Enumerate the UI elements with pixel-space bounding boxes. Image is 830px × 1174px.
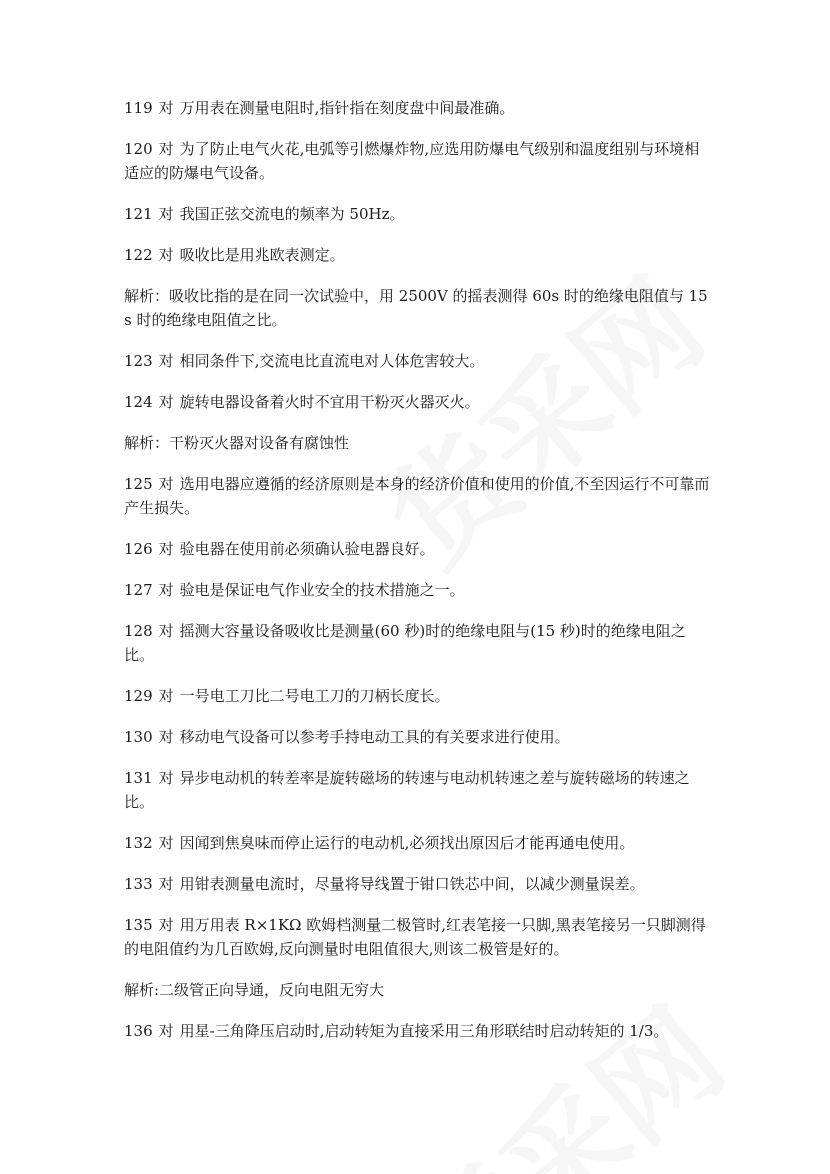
explanation-note <box>124 978 714 1002</box>
question-text: 用万用表 R×1KΩ 欧姆档测量二极管时,红表笔接一只脚,黑表笔接另一只脚测得的电阻值约为几百欧姆,反向测量时电阻值很大,则该二极管是好的。 <box>124 916 706 958</box>
answer-mark: 对 <box>158 875 174 893</box>
answer-mark: 对 <box>158 393 174 411</box>
question-item <box>124 390 714 414</box>
answer-mark: 对 <box>158 687 174 705</box>
question-item <box>124 619 714 667</box>
question-text: 一号电工刀比二号电工刀的刀柄长度长。 <box>179 687 450 705</box>
question-number: 133 <box>124 875 153 893</box>
question-text: 因闻到焦臭味而停止运行的电动机,必须找出原因后才能再通电使用。 <box>179 834 635 852</box>
question-number: 130 <box>124 728 153 746</box>
question-text: 相同条件下,交流电比直流电对人体危害较大。 <box>179 352 485 370</box>
explanation-note <box>124 284 714 332</box>
question-text: 摇测大容量设备吸收比是测量(60 秒)时的绝缘电阻与(15 秒)时的绝缘电阻之比。 <box>124 622 686 664</box>
question-text: 万用表在测量电阻时,指针指在刻度盘中间最准确。 <box>179 99 515 117</box>
answer-mark: 对 <box>158 99 174 117</box>
document-body <box>124 96 714 1060</box>
question-number: 136 <box>124 1022 153 1040</box>
question-number: 127 <box>124 581 153 599</box>
explanation-text: 解析：干粉灭火器对设备有腐蚀性 <box>124 434 350 452</box>
answer-mark: 对 <box>158 622 174 640</box>
answer-mark: 对 <box>158 1022 174 1040</box>
question-item <box>124 537 714 561</box>
question-number: 125 <box>124 475 153 493</box>
question-text: 选用电器应遵循的经济原则是本身的经济价值和使用的价值,不至因运行不可靠而产生损失。 <box>124 475 710 517</box>
answer-mark: 对 <box>158 916 174 934</box>
question-text: 验电是保证电气作业安全的技术措施之一。 <box>179 581 465 599</box>
question-text: 我国正弦交流电的频率为 50Hz。 <box>179 205 405 223</box>
question-number: 120 <box>124 140 153 158</box>
question-text: 为了防止电气火花,电弧等引燃爆炸物,应选用防爆电气级别和温度组别与环境相适应的防爆电气设备。 <box>124 140 700 182</box>
question-item <box>124 578 714 602</box>
question-number: 126 <box>124 540 153 558</box>
answer-mark: 对 <box>158 728 174 746</box>
question-text: 异步电动机的转差率是旋转磁场的转速与电动机转速之差与旋转磁场的转速之比。 <box>124 769 690 811</box>
answer-mark: 对 <box>158 352 174 370</box>
question-number: 132 <box>124 834 153 852</box>
question-item <box>124 831 714 855</box>
answer-mark: 对 <box>158 540 174 558</box>
explanation-note <box>124 431 714 455</box>
question-number: 124 <box>124 393 153 411</box>
explanation-text: 解析：吸收比指的是在同一次试验中，用 2500V 的摇表测得 60s 时的绝缘电阻值与 15s 时的绝缘电阻值之比。 <box>124 287 708 329</box>
question-item <box>124 202 714 226</box>
question-item <box>124 137 714 185</box>
question-text: 移动电气设备可以参考手持电动工具的有关要求进行使用。 <box>179 728 570 746</box>
answer-mark: 对 <box>158 475 174 493</box>
answer-mark: 对 <box>158 769 174 787</box>
answer-mark: 对 <box>158 581 174 599</box>
question-item <box>124 349 714 373</box>
question-item <box>124 472 714 520</box>
answer-mark: 对 <box>158 834 174 852</box>
question-number: 129 <box>124 687 153 705</box>
question-number: 128 <box>124 622 153 640</box>
answer-mark: 对 <box>158 140 174 158</box>
question-text: 用钳表测量电流时，尽量将导线置于钳口铁芯中间，以减少测量误差。 <box>179 875 645 893</box>
question-item <box>124 766 714 814</box>
question-item <box>124 243 714 267</box>
question-text: 用星-三角降压启动时,启动转矩为直接采用三角形联结时启动转矩的 1/3。 <box>179 1022 669 1040</box>
question-number: 135 <box>124 916 153 934</box>
question-number: 119 <box>124 99 153 117</box>
question-item <box>124 1019 714 1043</box>
question-item <box>124 913 714 961</box>
answer-mark: 对 <box>158 246 174 264</box>
question-text: 吸收比是用兆欧表测定。 <box>179 246 345 264</box>
question-item <box>124 872 714 896</box>
question-number: 123 <box>124 352 153 370</box>
question-number: 121 <box>124 205 153 223</box>
explanation-text: 解析:二级管正向导通，反向电阻无穷大 <box>124 981 385 999</box>
answer-mark: 对 <box>158 205 174 223</box>
question-text: 旋转电器设备着火时不宜用干粉灭火器灭火。 <box>179 393 480 411</box>
question-number: 122 <box>124 246 153 264</box>
question-text: 验电器在使用前必须确认验电器良好。 <box>179 540 435 558</box>
question-number: 131 <box>124 769 153 787</box>
question-item <box>124 96 714 120</box>
question-item <box>124 684 714 708</box>
question-item <box>124 725 714 749</box>
